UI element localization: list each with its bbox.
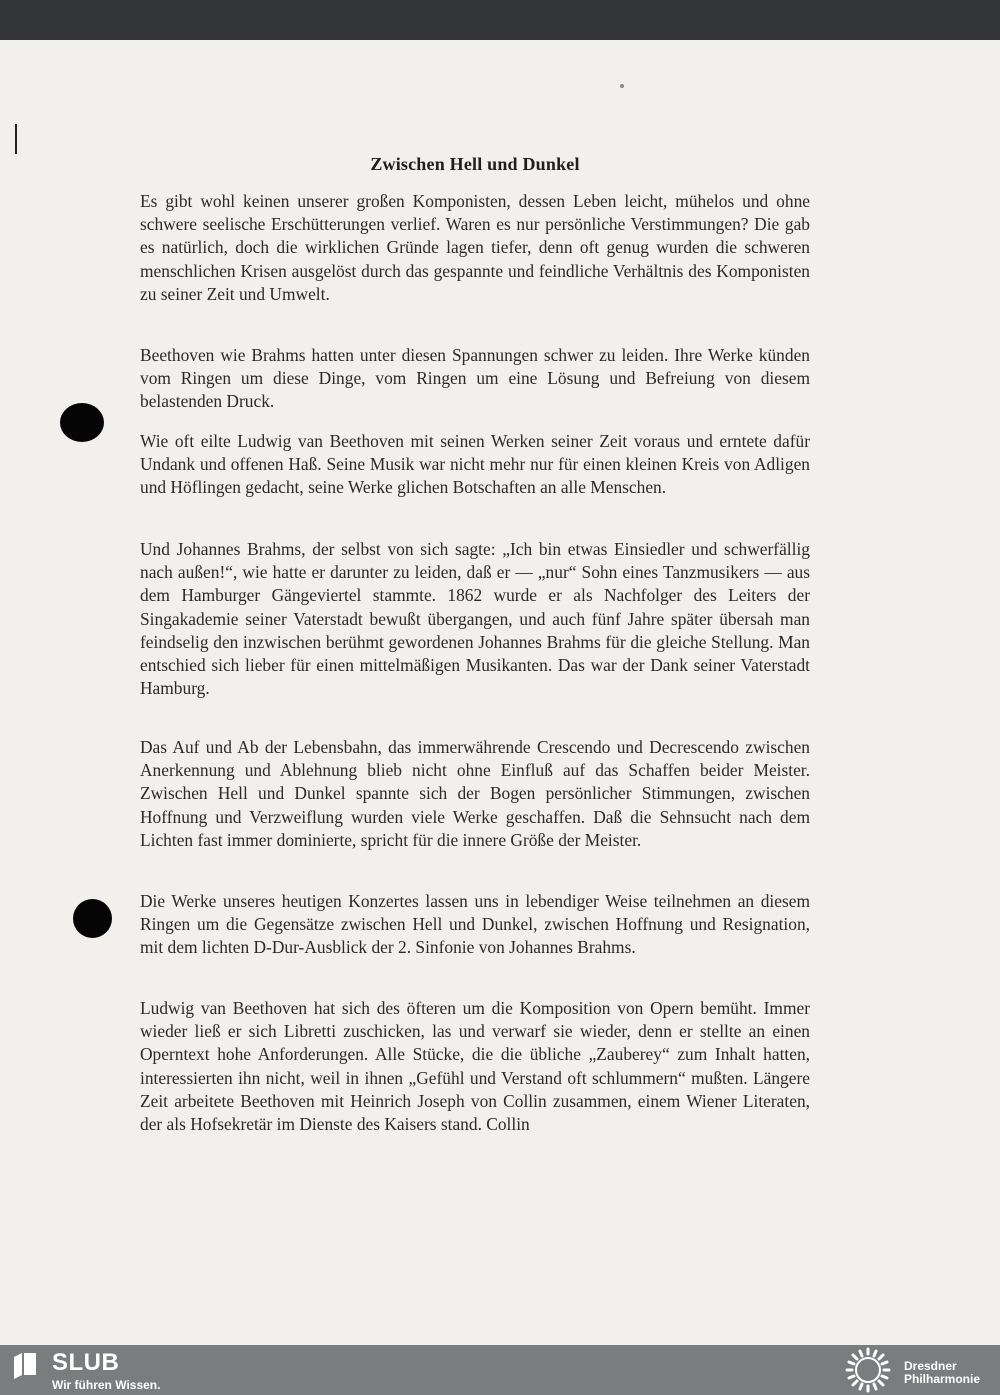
dresdner-philharmonie-sun-icon[interactable]: [840, 1347, 896, 1393]
slub-tagline: Wir führen Wissen.: [52, 1378, 161, 1392]
paragraph-3: Wie oft eilte Ludwig van Beethoven mit seinen Werken seiner Zeit voraus und erntete dafür Undank und offenen Haß. Seine Musik war nicht mehr nur für einen kleinen Kreis von Adligen und Höflingen gedacht, seine Werke glichen Botschaften an alle Menschen.: [140, 431, 810, 498]
slub-book-icon[interactable]: [12, 1351, 38, 1379]
footer-bar: [0, 1345, 1000, 1395]
scan-edge-mark: [15, 124, 17, 154]
page-title: Zwischen Hell und Dunkel: [370, 154, 580, 174]
paragraph-5: Das Auf und Ab der Lebensbahn, das immerwährende Crescendo und Decrescendo zwischen Anerkennung und Ablehnung blieb nicht ohne Einfluß auf das Schaffen beider Meister. Zwischen Hell und Dunkel spannte sich der Bogen persönlicher Stimmungen, zwischen Hoffnung und Verzweiflung wurden viele Werke geschaffen. Daß die Sehnsucht nach dem Lichten fast immer dominierte, spricht für die innere Größe der Meister.: [140, 737, 810, 850]
paragraph-1: Es gibt wohl keinen unserer großen Komponisten, dessen Leben leicht, mühelos und ohne schwere seelische Erschütterungen verlief. Waren es nur persönliche Verstimmungen? Die gab es natürlich, doch die wirklichen Gründe lagen tiefer, denn oft genug wurden die schweren menschlichen Krisen ausgelöst durch das gespannte und feindliche Verhältnis des Komponisten zu seiner Zeit und Umwelt.: [140, 191, 810, 304]
partner-line-2: Philharmonie: [904, 1372, 981, 1386]
slub-brand[interactable]: SLUB: [52, 1349, 120, 1376]
punch-hole-top: [60, 403, 104, 442]
paragraph-6: Die Werke unseres heutigen Konzertes lassen uns in lebendiger Weise teilnehmen an diesem Ringen um die Gegensätze zwischen Hell und Dunkel, zwischen Hoffnung und Resignation, mit dem lichten D-Dur-Ausblick der 2. Sinfonie von Johannes Brahms.: [140, 891, 810, 958]
punch-hole-bottom: [73, 899, 112, 938]
paragraph-2: Beethoven wie Brahms hatten unter diesen Spannungen schwer zu leiden. Ihre Werke künden vom Ringen um diese Dinge, vom Ringen um eine Lösung und Befreiung von diesem belastenden Druck.: [140, 345, 810, 412]
partner-line-1: Dresdner: [904, 1359, 957, 1373]
dresdner-philharmonie-brand[interactable]: [904, 1360, 980, 1386]
paper-speck: [620, 84, 624, 88]
paragraph-4: Und Johannes Brahms, der selbst von sich sagte: „Ich bin etwas Einsiedler und schwerfällig nach außen!“, wie hatte er darunter zu leiden, daß er — „nur“ Sohn eines Tanzmusikers — aus dem Hamburger Gängeviertel stammte. 1862 wurde er als Nachfolger des Leiters der Singakademie seiner Vaterstadt bewußt übergangen, und auch fünf Jahre später übersah man feindselig den inzwischen berühmt gewordenen Johannes Brahms für die gleiche Stellung. Man entschied sich lieber für einen mittelmäßigen Musikanten. Das war der Dank seiner Vaterstadt Hamburg.: [140, 539, 810, 699]
paragraph-7: Ludwig van Beethoven hat sich des öfteren um die Komposition von Opern bemüht. Immer wieder ließ er sich Libretti zuschicken, las und verwarf sie wieder, denn er stellte an einen Operntext hohe Anforderungen. Alle Stücke, die die übliche „Zauberey“ zum Inhalt hatten, interessierten ihn nicht, weil in ihnen „Gefühl und Verstand oft schlummern“ mußten. Längere Zeit arbeitete Beethoven mit Heinrich Joseph von Collin zusammen, einem Wiener Literaten, der als Hofsekretär im Dienste des Kaisers stand. Collin: [140, 998, 810, 1135]
